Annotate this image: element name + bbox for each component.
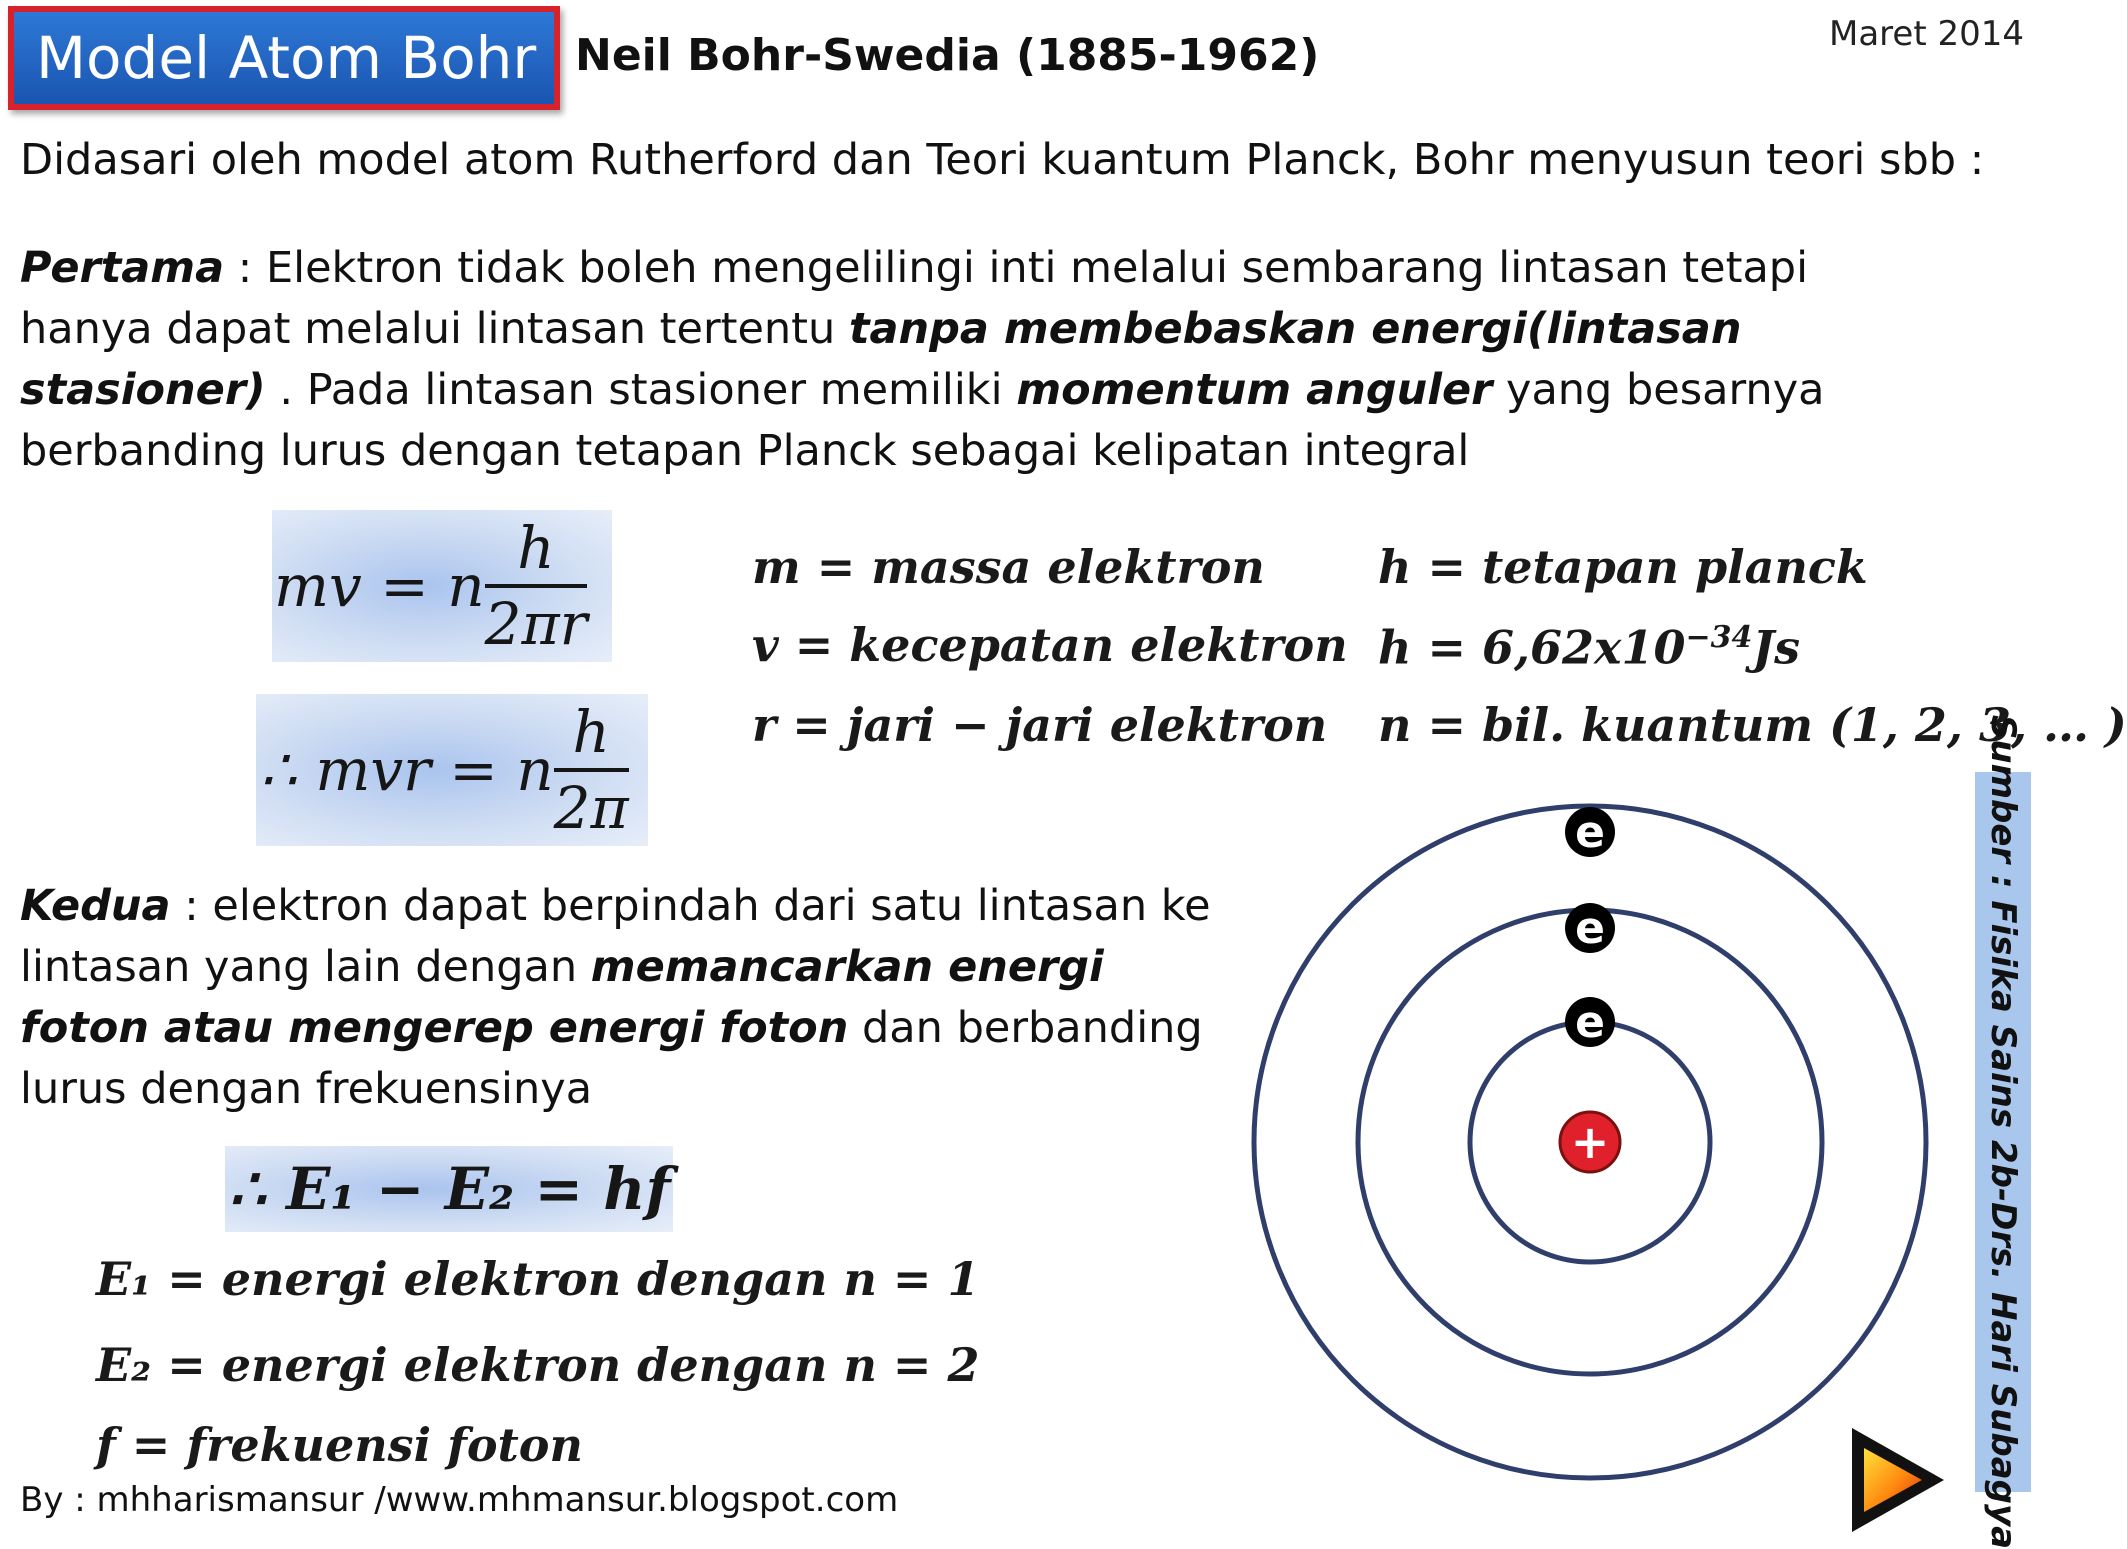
formula-angular-momentum [256, 694, 648, 846]
source-text: Sumber : Fisika Sains 2b-Drs. Hari Subagya [1983, 714, 2023, 1549]
nucleus [1560, 1112, 1620, 1172]
bohr-atom-diagram [1230, 800, 1930, 1480]
electron-outer [1565, 807, 1615, 858]
kedua-paragraph [20, 876, 1220, 1120]
date-label: Maret 2014 [1829, 14, 2024, 54]
kedua-label: Kedua [20, 881, 171, 931]
formula-momentum [272, 510, 612, 662]
kedua-emphasis: memancarkan energi foton atau mengerep energi foton [20, 942, 1104, 1053]
formula-angular-denominator: 2π [553, 774, 629, 842]
formula-momentum-denominator: 2πr [484, 590, 588, 658]
pertama-label: Pertama [20, 243, 225, 293]
formula-angular-fraction [554, 698, 629, 842]
definition-frequency: f = frekuensi foton [96, 1418, 583, 1472]
kedua-text-1: : elektron dapat berpindah dari satu lintasan ke lintasan yang lain dengan [20, 881, 1211, 992]
planck-value-base: h = 6,62x10 [1378, 620, 1686, 675]
pertama-text-2: . Pada lintasan stasioner memiliki [265, 365, 1017, 415]
definition-e1: E₁ = energi elektron dengan n = 1 [96, 1252, 980, 1306]
formula-energy-text: ∴ E₁ − E₂ = hf [229, 1155, 671, 1223]
definition-radius: r = jari − jari elektron [752, 698, 1328, 752]
play-arrow-icon[interactable] [1848, 1424, 1948, 1536]
svg-text:+: + [1570, 1115, 1610, 1169]
pertama-emphasis-1: tanpa membebaskan energi(lintasan stasioner) [20, 304, 1742, 415]
source-box [1975, 714, 2031, 1549]
formula-momentum-numerator: h [485, 514, 588, 588]
svg-text:e: e [1575, 807, 1605, 858]
formula-momentum-lhs: mv = n [274, 552, 485, 620]
formula-angular-numerator: h [554, 698, 629, 772]
electron-inner [1565, 997, 1615, 1048]
pertama-paragraph [20, 238, 1940, 482]
svg-text:e: e [1575, 903, 1605, 954]
page-title: Model Atom Bohr [8, 6, 560, 110]
pertama-text-3: yang besarnya berbanding lurus dengan tetapan Planck sebagai kelipatan integral [20, 365, 1825, 476]
pertama-text-1: : Elektron tidak boleh mengelilingi inti melalui sembarang lintasan tetapi hanya dapat melalui lintasan tertentu [20, 243, 1809, 354]
intro-text: Didasari oleh model atom Rutherford dan Teori kuantum Planck, Bohr menyusun teori sbb : [20, 135, 1985, 185]
planck-value-unit: Js [1752, 620, 1801, 675]
formula-angular-lhs: ∴ mvr = n [260, 736, 554, 804]
footer-credit: By : mhharismansur /www.mhmansur.blogspot.com [20, 1480, 899, 1520]
formula-momentum-fraction [485, 514, 588, 658]
pertama-emphasis-2: momentum anguler [1016, 365, 1493, 415]
definition-velocity: v = kecepatan elektron [752, 618, 1348, 672]
definition-planck: h = tetapan planck [1378, 540, 1868, 594]
page-subtitle: Neil Bohr-Swedia (1885-1962) [575, 30, 1320, 81]
definition-mass: m = massa elektron [752, 540, 1265, 594]
svg-text:e: e [1575, 997, 1605, 1048]
planck-value-exponent: −34 [1685, 620, 1753, 655]
definition-planck-value [1378, 620, 1800, 674]
definition-e2: E₂ = energi elektron dengan n = 2 [96, 1338, 980, 1392]
kedua-text-2: dan berbanding lurus dengan frekuensinya [20, 1003, 1203, 1114]
formula-energy-difference [225, 1146, 673, 1232]
definition-quantum-number: n = bil. kuantum (1, 2, 3, … ) [1378, 698, 2127, 752]
electron-middle [1565, 903, 1615, 954]
